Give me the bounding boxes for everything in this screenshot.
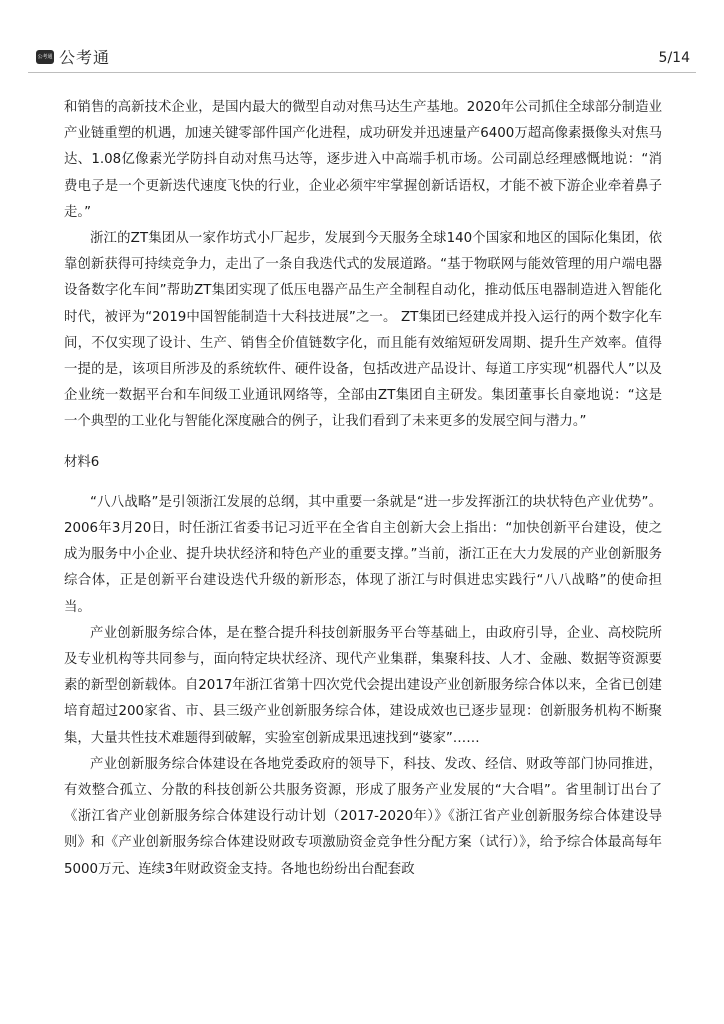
logo-text: 公考通 <box>59 48 111 67</box>
page-number: 5/14 <box>658 50 690 66</box>
logo-icon: 公考通 <box>36 50 54 64</box>
page-header <box>0 0 724 74</box>
logo <box>36 45 110 68</box>
header-divider <box>28 72 696 73</box>
paragraph-1: 和销售的高新技术企业，是国内最大的微型自动对焦马达生产基地。2020年公司抓住全球部分制造业产业链重塑的机遇，加速关键零部件国产化进程，成功研发并迅速量产6400万超高像素摄像头对焦马达、1.08亿像素光学防抖自动对焦马达等，逐步进入中高端手机市场。公司副总经理感慨地说：“消费电子是一个更新迭代速度飞快的行业，企业必须牢牢掌握创新话语权，才能不被下游企业牵着鼻子走。” <box>64 100 662 220</box>
paragraph-5: 产业创新服务综合体建设在各地党委政府的领导下，科技、发改、经信、财政等部门协同推进，有效整合孤立、分散的科技创新公共服务资源，形成了服务产业发展的“大合唱”。省里制订出台了《浙江省产业创新服务综合体建设行动计划（2017-2020年）》《浙江省产业创新服务综合体建设导则》和《产业创新服务综合体建设财政专项激励资金竞争性分配方案（试行）》，给予综合体最高每年5000万元、连续3年财政资金支持。各地也纷纷出台配套政 <box>64 756 662 877</box>
document-body <box>64 95 662 883</box>
paragraph-2: 浙江的ZT集团从一家作坊式小厂起步，发展到今天服务全球140个国家和地区的国际化集团，依靠创新获得可持续竞争力，走出了一条自我迭代式的发展道路。“基于物联网与能效管理的用户端电器设备数字化车间”帮助ZT集团实现了低压电器产品生产全制程自动化，推动低压电器制造进入智能化时代，被评为“2019中国智能制造十大科技进展”之一。 ZT集团已经建成并投入运行的两个数字化车间，不仅实现了设计、生产、销售全价值链数字化，而且能有效缩短研发周期、提升生产效率。值得一提的是，该项目所涉及的系统软件、硬件设备，包括改进产品设计、每道工序实现“机器代人”以及企业统一数据平台和车间级工业通讯网络等，全部由ZT集团自主研发。集团董事长自豪地说：“这是一个典型的工业化与智能化深度融合的例子，让我们看到了未来更多的发展空间与潜力。” <box>64 231 662 430</box>
paragraph-3: “八八战略”是引领浙江发展的总纲，其中重要一条就是“进一步发挥浙江的块状特色产业优势”。2006年3月20日，时任浙江省委书记习近平在全省自主创新大会上指出：“加快创新平台建设，使之成为服务中小企业、提升块状经济和特色产业的重要支撑。”当前，浙江正在大力发展的产业创新服务综合体，正是创新平台建设迭代升级的新形态，体现了浙江与时俱进忠实践行“八八战略”的使命担当。 <box>64 494 662 615</box>
paragraph-4: 产业创新服务综合体，是在整合提升科技创新服务平台等基础上，由政府引导，企业、高校院所及专业机构等共同参与，面向特定块状经济、现代产业集群，集聚科技、人才、金融、数据等资源要素的新型创新载体。自2017年浙江省第十四次党代会提出建设产业创新服务综合体以来，全省已创建培育超过200家省、市、县三级产业创新服务综合体，建设成效也已逐步显现：创新服务机构不断聚集，大量共性技术难题得到破解，实验室创新成果迅速找到“婆家”…… <box>64 625 662 746</box>
section-title: 材料6 <box>64 454 100 470</box>
